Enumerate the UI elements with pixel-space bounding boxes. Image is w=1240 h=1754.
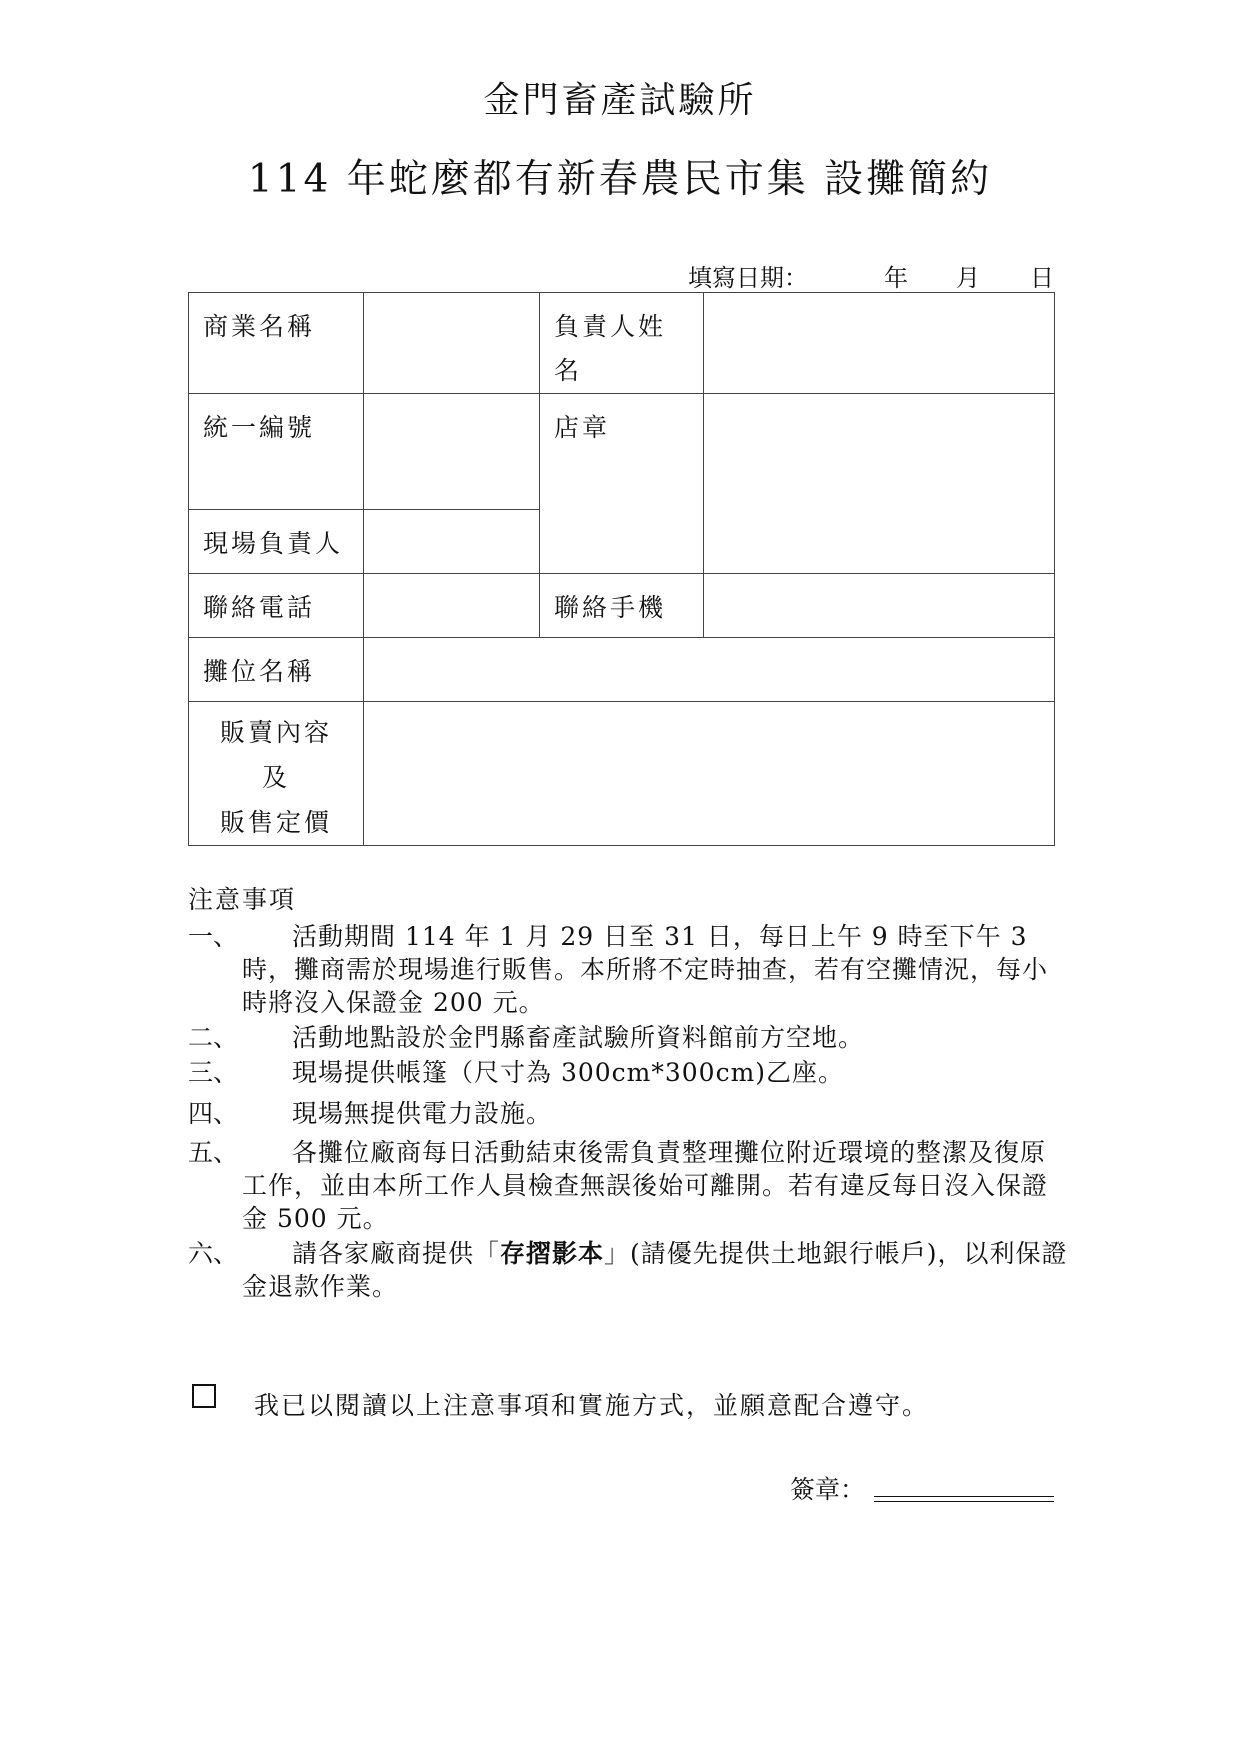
store-seal-field[interactable]	[704, 394, 1055, 574]
date-label: 填寫日期：	[688, 264, 808, 292]
notes-section	[188, 880, 1068, 1305]
notes-heading: 注意事項	[188, 885, 297, 914]
form-title: 114 年蛇麼都有新春農民市集 設攤簡約	[247, 157, 993, 202]
sales-content-label: 販賣內容 及 販售定價	[189, 702, 364, 846]
mobile-label: 聯絡手機	[540, 574, 704, 638]
sales-content-field[interactable]	[364, 702, 1055, 846]
signature-field[interactable]	[874, 1496, 1054, 1502]
note-item: 六、 請各家廠商提供「存摺影本」(請優先提供土地銀行帳戶)，以利保證金退款作業。	[188, 1239, 1068, 1301]
mobile-field[interactable]	[704, 574, 1055, 638]
signature-label: 簽章：	[790, 1475, 866, 1504]
phone-label: 聯絡電話	[189, 574, 364, 638]
passbook-copy-emphasis: 存摺影本	[500, 1239, 605, 1268]
date-month-label: 月	[956, 264, 980, 292]
onsite-manager-field[interactable]	[364, 510, 540, 574]
owner-name-field[interactable]	[704, 293, 1055, 394]
tax-id-field[interactable]	[364, 394, 540, 510]
phone-field[interactable]	[364, 574, 540, 638]
date-day-label: 日	[1030, 264, 1054, 292]
date-year-label: 年	[884, 264, 908, 292]
booth-name-field[interactable]	[364, 638, 1055, 702]
note-item: 四、 現場無提供電力設施。	[188, 1099, 553, 1128]
store-seal-label: 店章	[540, 394, 704, 574]
business-name-field[interactable]	[364, 293, 540, 394]
note-item: 一、 活動期間 114 年 1 月 29 日至 31 日，每日上午 9 時至下午 3 時，攤商需於現場進行販售。本所將不定時抽查，若有空攤情況，每小時將沒入保證金 200 元。	[188, 922, 1049, 1017]
note-item: 三、 現場提供帳篷（尺寸為 300cm*300cm)乙座。	[188, 1058, 845, 1087]
booth-name-label: 攤位名稱	[189, 638, 364, 702]
business-name-label: 商業名稱	[189, 293, 364, 394]
tax-id-label: 統一編號	[189, 394, 364, 510]
agree-checkbox[interactable]	[192, 1384, 216, 1408]
vendor-form-table	[188, 292, 1055, 846]
org-name: 金門畜產試驗所	[483, 80, 757, 121]
agree-statement: 我已以閱讀以上注意事項和實施方式，並願意配合遵守。	[254, 1391, 930, 1420]
note-item: 五、 各攤位廠商每日活動結束後需負責整理攤位附近環境的整潔及復原工作，並由本所工作人員檢查無誤後始可離開。若有違反每日沒入保證金 500 元。	[188, 1138, 1049, 1233]
note-item: 二、 活動地點設於金門縣畜產試驗所資料館前方空地。	[188, 1023, 865, 1052]
onsite-manager-label: 現場負責人	[189, 510, 364, 574]
owner-name-label: 負責人姓 名	[540, 293, 704, 394]
